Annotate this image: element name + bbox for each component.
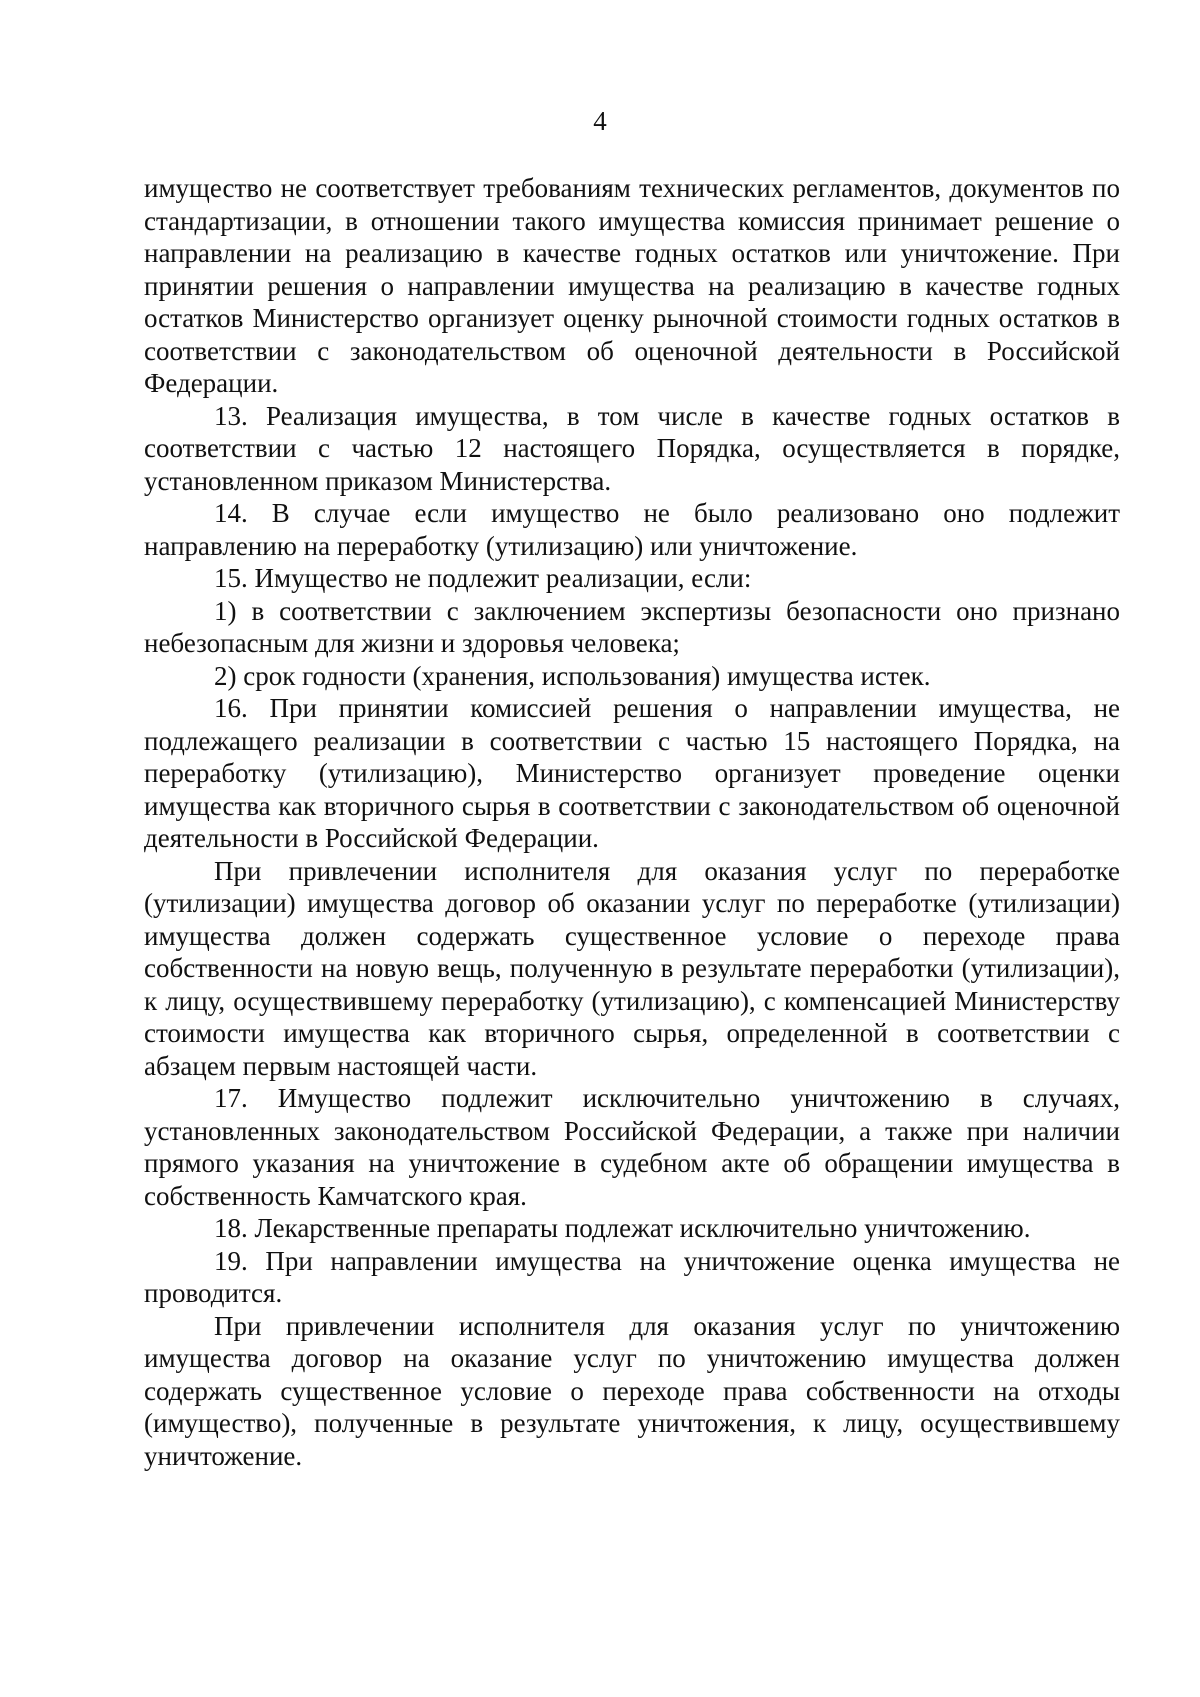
paragraph-19: 19. При направлении имущества на уничтожение оценка имущества не проводится.	[144, 1245, 1120, 1308]
paragraph-16-part-2: При привлечении исполнителя для оказания услуг по переработке (утилизации) имущества договор об оказании услуг по переработке (утилизации) имущества должен содержать существенное условие о переходе права собственности на новую вещь, полученную в результате переработки (утилизации), к лицу, осуществившему переработку (утилизацию), с компенсацией Министерству стоимости имущества как вторичного сырья, определенной в соответствии с абзацем первым настоящей части.	[144, 855, 1120, 1081]
paragraph-15-item-1: 1) в соответствии с заключением экспертизы безопасности оно признано небезопасным для жизни и здоровья человека;	[144, 595, 1120, 658]
paragraph-16: 16. При принятии комиссией решения о направлении имущества, не подлежащего реализации в соответствии с частью 15 настоящего Порядка, на переработку (утилизацию), Министерство организует проведение оценки имущества как вторичного сырья в соответствии с законодательством об оценочной деятельности в Российской Федерации.	[144, 693, 1120, 853]
paragraph-continuation: имущество не соответствует требованиям технических регламентов, документов по стандартизации, в отношении такого имущества комиссия принимает решение о направлении на реализацию в качестве годных остатков или уничтожение. При принятии решения о направлении имущества на реализацию в качестве годных остатков Министерство организует оценку рыночной стоимости годных остатков в соответствии с законодательством об оценочной деятельности в Российской Федерации.	[144, 173, 1120, 398]
paragraph-18: 18. Лекарственные препараты подлежат исключительно уничтожению.	[214, 1213, 1031, 1243]
paragraph-14: 14. В случае если имущество не было реализовано оно подлежит направлению на переработку (утилизацию) или уничтожение.	[144, 498, 1120, 561]
paragraph-19-part-2: При привлечении исполнителя для оказания услуг по уничтожению имущества договор на оказание услуг по уничтожению имущества должен содержать существенное условие о переходе права собственности на отходы (имущество), полученные в результате уничтожения, к лицу, осуществившему уничтожение.	[144, 1310, 1120, 1471]
paragraph-15-item-2: 2) срок годности (хранения, использования) имущества истек.	[214, 660, 931, 691]
paragraph-15: 15. Имущество не подлежит реализации, если:	[214, 563, 752, 593]
page-number: 4	[593, 106, 607, 136]
document-body	[144, 172, 1120, 1472]
paragraph-13: 13. Реализация имущества, в том числе в качестве годных остатков в соответствии с частью 12 настоящего Порядка, осуществляется в порядке, установленном приказом Министерства.	[144, 400, 1120, 496]
paragraph-17: 17. Имущество подлежит исключительно уничтожению в случаях, установленных законодательством Российской Федерации, а также при наличии прямого указания на уничтожение в судебном акте об обращении имущества в собственность Камчатского края.	[144, 1083, 1120, 1211]
